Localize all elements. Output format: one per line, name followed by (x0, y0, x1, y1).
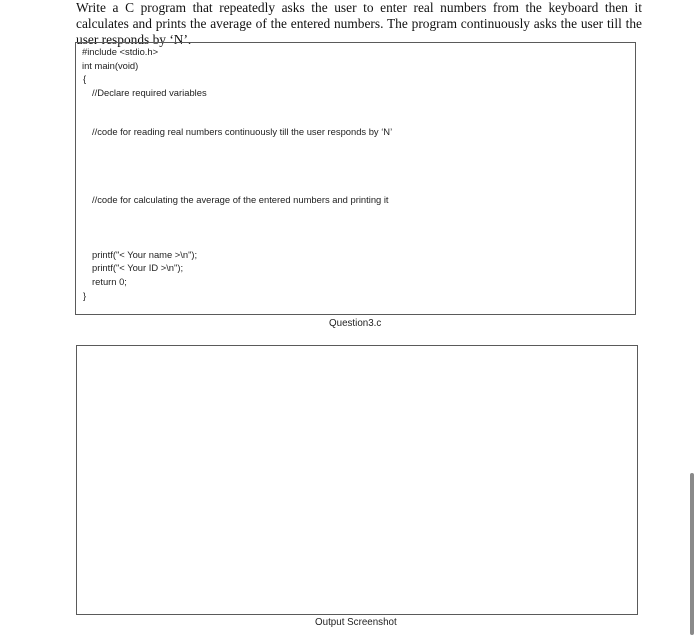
code-line-printf-id: printf("< Your ID >\n"); (92, 262, 184, 273)
code-line-printf-name: printf("< Your name >\n"); (92, 249, 198, 260)
question-text: Write a C program that repeatedly asks the user to enter real numbers from the keyboard then it calculates and prints the average of the entered numbers. The program continuously asks the user till the user responds by ‘N’. (76, 0, 642, 47)
output-screenshot-box (76, 345, 638, 615)
code-line-reading-comment: //code for reading real numbers continuously till the user responds by ‘N’ (92, 126, 393, 137)
code-line-return: return 0; (92, 276, 127, 287)
output-caption: Output Screenshot (315, 617, 397, 628)
code-line-include: #include <stdio.h> (82, 46, 159, 57)
code-box (75, 42, 636, 315)
code-line-main: int main(void) (82, 60, 139, 71)
code-line-average-comment: //code for calculating the average of the entered numbers and printing it (92, 194, 389, 205)
scrollbar-thumb[interactable] (690, 473, 694, 635)
code-line-close-brace: } (83, 290, 87, 301)
code-line-declare-comment: //Declare required variables (92, 87, 207, 98)
code-caption: Question3.c (329, 318, 382, 329)
code-line-open-brace: { (83, 73, 87, 84)
